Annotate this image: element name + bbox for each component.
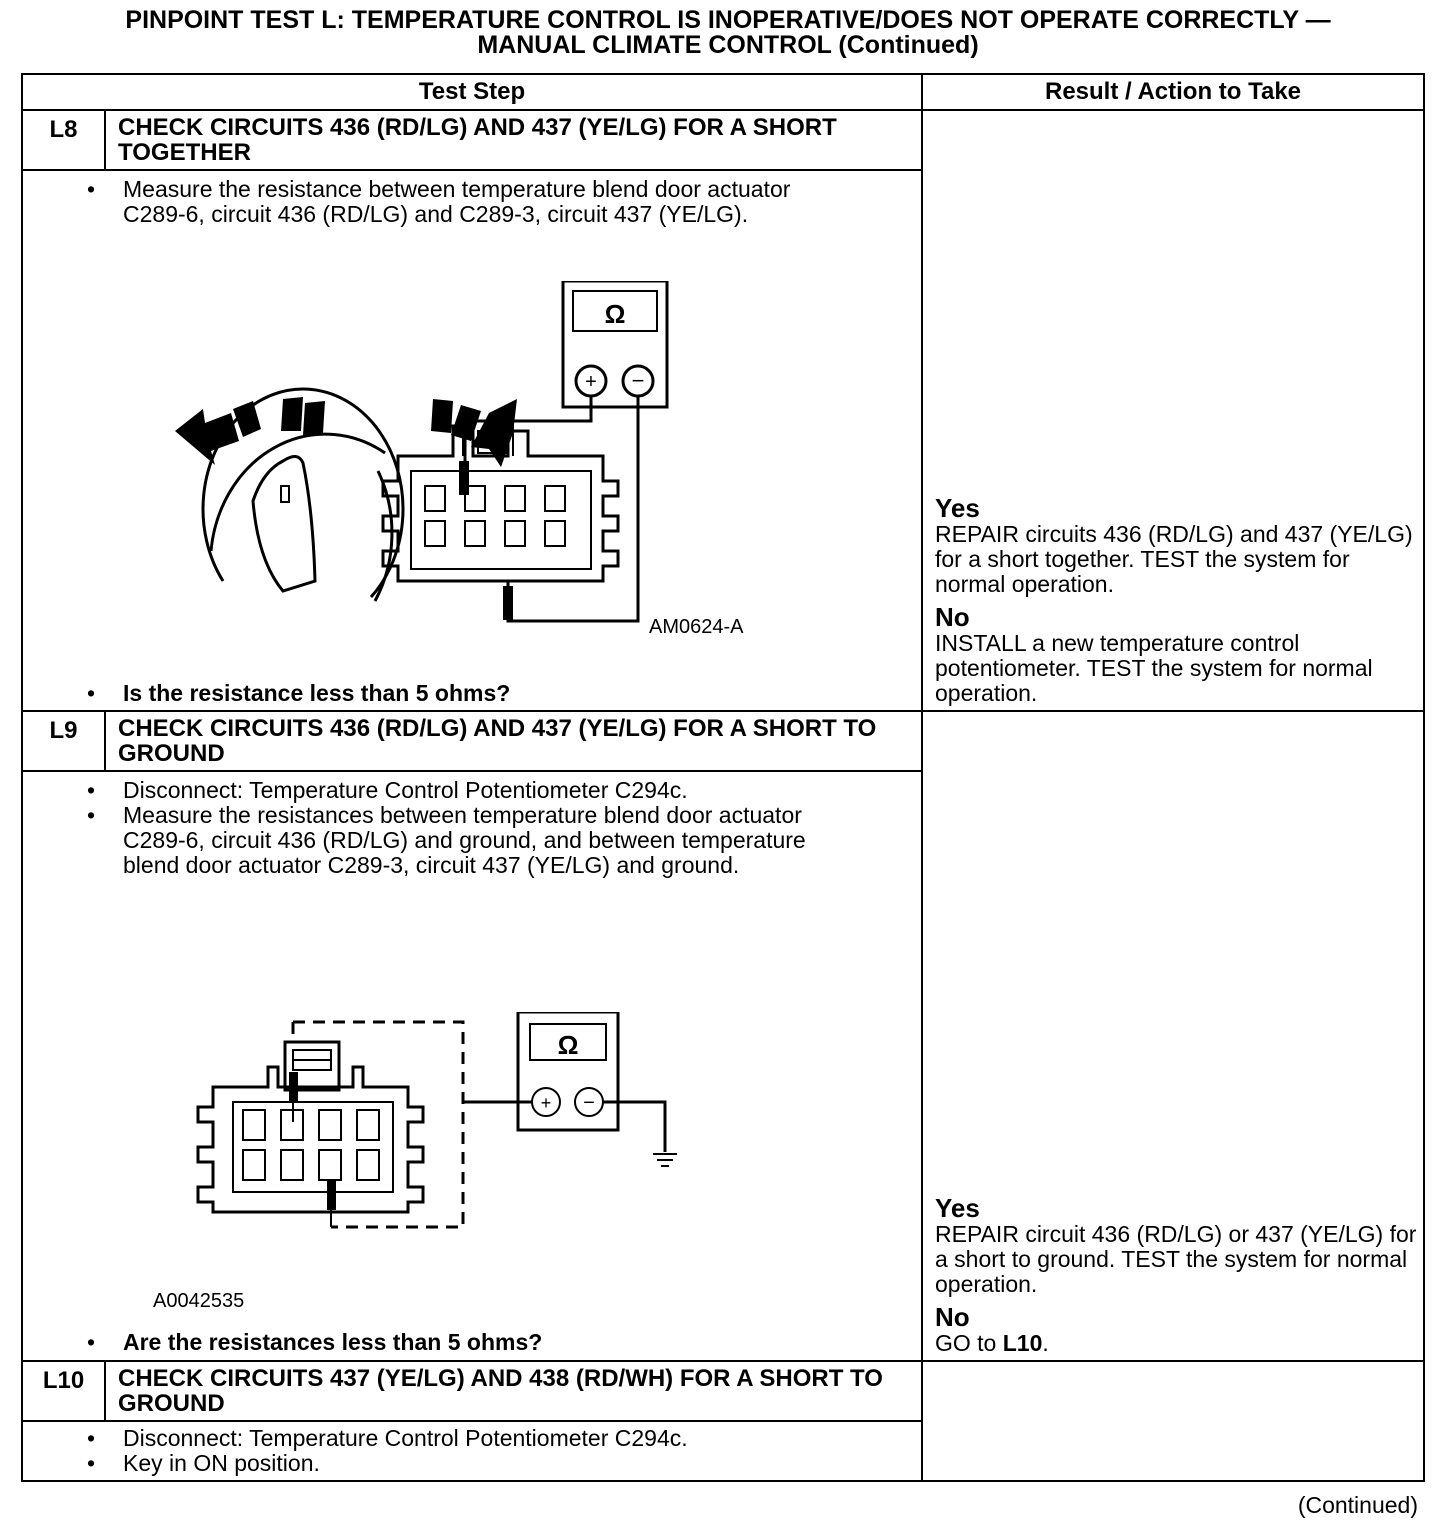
step-l10-result	[922, 1361, 1424, 1481]
table-header-row	[22, 74, 1424, 110]
step-l9-no-label: No	[935, 1302, 970, 1332]
ohmmeter-icon	[518, 1012, 618, 1130]
col-header-test-step: Test Step	[22, 74, 922, 110]
step-l8-bullet: • Measure the resistance between temperature blend door actuator C289-6, circuit 436 (RD/LG) and C289-3, circuit 437 (YE/LG).	[123, 177, 823, 227]
svg-text:+: +	[585, 371, 597, 393]
step-l8-question: • Is the resistance less than 5 ohms?	[123, 681, 510, 706]
step-l9-no-text-prefix: GO to	[935, 1330, 1003, 1356]
ohmmeter-icon	[563, 281, 667, 407]
step-l9-figure-label: A0042535	[153, 1290, 245, 1312]
step-l8-body	[22, 170, 922, 711]
step-l9-yes-label: Yes	[935, 1193, 980, 1223]
step-l9-question: • Are the resistances less than 5 ohms?	[123, 1330, 542, 1355]
step-l9-bullet-1: • Disconnect: Temperature Control Potentiometer C294c.	[123, 778, 843, 803]
step-l8-yes-label: Yes	[935, 493, 980, 523]
title-line-2: MANUAL CLIMATE CONTROL (Continued)	[477, 31, 979, 59]
pinpoint-test-table	[21, 73, 1425, 1482]
step-l8-no-label: No	[935, 602, 970, 632]
svg-text:−: −	[631, 368, 645, 393]
ohm-symbol: Ω	[557, 1030, 579, 1060]
step-l9-yes-text: REPAIR circuit 436 (RD/LG) or 437 (YE/LG) for a short to ground. TEST the system for normal operation.	[935, 1221, 1417, 1297]
step-l9-heading-row	[22, 711, 1424, 771]
step-l9-no-text	[935, 1331, 1419, 1356]
step-l9-bullet-2: • Measure the resistances between temperature blend door actuator C289-6, circuit 436 (RD/LG) and ground, and between temperature blend door actuator C289-3, circuit 437 (YE/LG) and ground.	[123, 803, 843, 878]
svg-text:+: +	[540, 1093, 552, 1113]
connector-c289-icon	[198, 1042, 423, 1212]
step-l8-figure-label: AM0624-A	[649, 616, 744, 638]
step-l10-heading: CHECK CIRCUITS 437 (YE/LG) AND 438 (RD/WH) FOR A SHORT TO GROUND	[105, 1361, 922, 1421]
step-l8-result	[922, 110, 1424, 711]
ohm-symbol: Ω	[604, 299, 626, 329]
step-l10-id: L10	[22, 1361, 105, 1421]
step-l10-bullet-2: • Key in ON position.	[123, 1451, 843, 1476]
col-header-result: Result / Action to Take	[922, 74, 1424, 110]
svg-text:−: −	[583, 1092, 595, 1114]
page-title	[0, 8, 1456, 58]
step-l9-no-text-link: L10	[1002, 1330, 1043, 1356]
step-l8-figure	[153, 281, 793, 661]
step-l8-yes-text: REPAIR circuits 436 (RD/LG) and 437 (YE/LG) for a short together. TEST the system for normal operation.	[935, 521, 1413, 597]
step-l9-id: L9	[22, 711, 105, 771]
step-l10-heading-row	[22, 1361, 1424, 1421]
step-l9-no-text-suffix: .	[1042, 1330, 1049, 1356]
step-l8-id: L8	[22, 110, 105, 170]
step-l9-body	[22, 771, 922, 1361]
step-l10-bullet-1: • Disconnect: Temperature Control Potentiometer C294c.	[123, 1426, 843, 1451]
continued-note: (Continued)	[1297, 1492, 1418, 1518]
step-l8-heading: CHECK CIRCUITS 436 (RD/LG) AND 437 (YE/LG) FOR A SHORT TOGETHER	[105, 110, 922, 170]
step-l9-figure	[193, 1012, 713, 1252]
step-l9-result	[922, 711, 1424, 1361]
step-l10-body	[22, 1421, 922, 1481]
step-l8-no-text: INSTALL a new temperature control potentiometer. TEST the system for normal operation.	[935, 630, 1373, 706]
step-l8-heading-row	[22, 110, 1424, 170]
step-l9-heading: CHECK CIRCUITS 436 (RD/LG) AND 437 (YE/LG) FOR A SHORT TO GROUND	[105, 711, 922, 771]
ground-symbol-icon	[653, 1154, 677, 1166]
title-line-1: PINPOINT TEST L: TEMPERATURE CONTROL IS INOPERATIVE/DOES NOT OPERATE CORRECTLY —	[125, 6, 1331, 34]
